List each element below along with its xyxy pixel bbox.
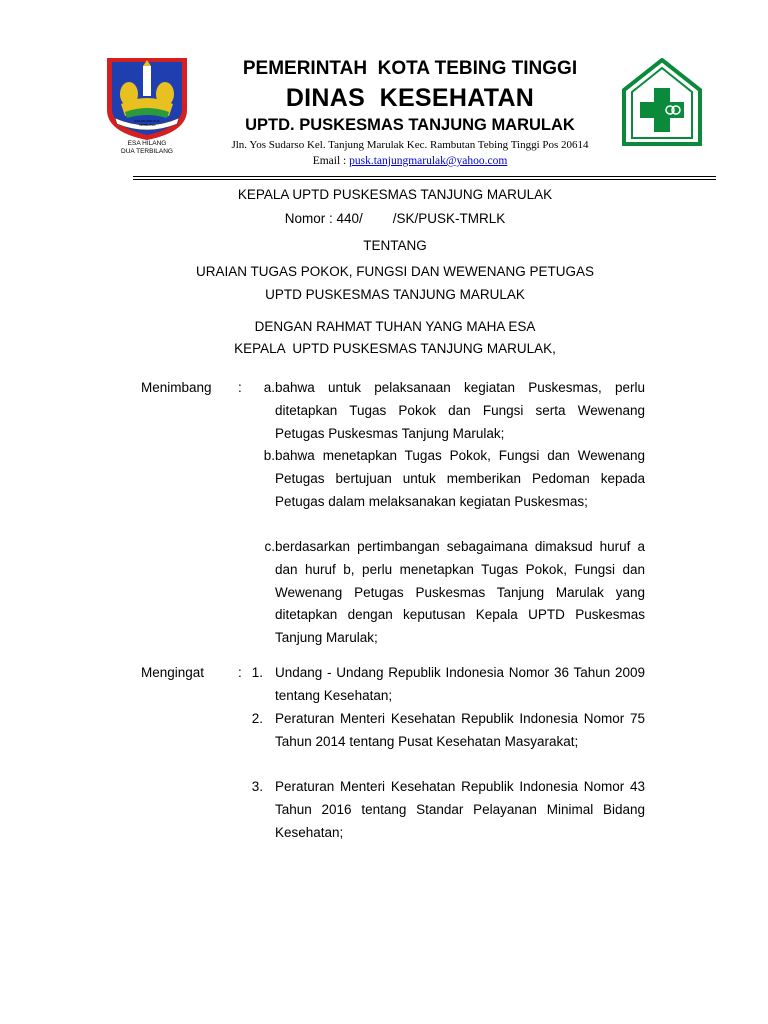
menimbang-item-b: bahwa menetapkan Tugas Pokok, Fungsi dan Wewenang Petugas bertujuan untuk memberikan Pedoman kepada Petugas dalam melaksanakan kegiatan Puskesmas; [275,448,645,509]
decree-number: Nomor : 440/ /SK/PUSK-TMRLK [284,211,506,226]
menimbang-label: Menimbang [141,380,212,395]
mengingat-item-3: Peraturan Menteri Kesehatan Republik Indonesia Nomor 43 Tahun 2016 tentang Standar Pelayanan Minimal Bidang Kesehatan; [275,779,645,840]
menimbang-mark-a: a. [263,380,275,395]
menimbang-item-c: berdasarkan pertimbangan sebagaimana dimaksud huruf a dan huruf b, perlu menetapkan Tugas Pokok, Fungsi dan Wewenang Petugas Puskesmas Tanjung Marulak yang ditetapkan dengan keputusan Kepala UPTD Puskesmas Tanjung Marulak; [275,539,645,646]
motto-line-2: DUA TERBILANG [121,148,173,155]
city-crest-icon [103,52,191,142]
email-label: Email : [312,155,350,167]
menimbang-mark-c: c. [264,539,275,554]
mengingat-colon: : [238,665,242,680]
letterhead-rule-thin [133,179,716,180]
menimbang-colon: : [238,380,242,395]
letterhead-unit: UPTD. PUSKESMAS TANJUNG MARULAK [245,116,575,134]
decree-invocation: DENGAN RAHMAT TUHAN YANG MAHA ESA [254,319,536,334]
letterhead-department: DINAS KESEHATAN [285,84,535,112]
menimbang-mark-b: b. [263,448,275,463]
decree-issuer: KEPALA UPTD PUSKESMAS TANJUNG MARULAK [237,187,553,202]
decree-signatory-title: KEPALA UPTD PUSKESMAS TANJUNG MARULAK, [234,341,556,356]
mengingat-mark-1: 1. [251,665,263,680]
mengingat-mark-2: 2. [251,711,263,726]
letterhead-rule-thick [133,176,716,177]
letterhead-address: Jln. Yos Sudarso Kel. Tanjung Marulak Kec. Rambutan Tebing Tinggi Pos 20614 [231,139,589,151]
mengingat-item-1: Undang - Undang Republik Indonesia Nomor 36 Tahun 2009 tentang Kesehatan; [275,665,645,703]
puskesmas-cross-icon [622,58,702,148]
crest-motto [103,140,191,156]
crest-banner-text: ESA HILANG DUA TERBILANG [134,119,160,127]
email-link[interactable]: pusk.tanjungmarulak@yahoo.com [349,155,508,167]
mengingat-item-2: Peraturan Menteri Kesehatan Republik Indonesia Nomor 75 Tahun 2014 tentang Pusat Kesehatan Masyarakat; [275,711,645,749]
motto-line-1: ESA HILANG [127,140,167,147]
letterhead-email [190,155,630,167]
letterhead-government: PEMERINTAH KOTA TEBING TINGGI [242,58,578,79]
decree-subject-line-1: URAIAN TUGAS POKOK, FUNGSI DAN WEWENANG PETUGAS [195,264,595,279]
decree-tentang: TENTANG [363,238,427,253]
mengingat-mark-3: 3. [251,779,263,794]
decree-subject-line-2: UPTD PUSKESMAS TANJUNG MARULAK [265,287,525,302]
mengingat-label: Mengingat [141,665,205,680]
menimbang-item-a: bahwa untuk pelaksanaan kegiatan Puskesmas, perlu ditetapkan Tugas Pokok dan Fungsi serta Wewenang Petugas Puskesmas Tanjung Marulak; [275,380,645,441]
